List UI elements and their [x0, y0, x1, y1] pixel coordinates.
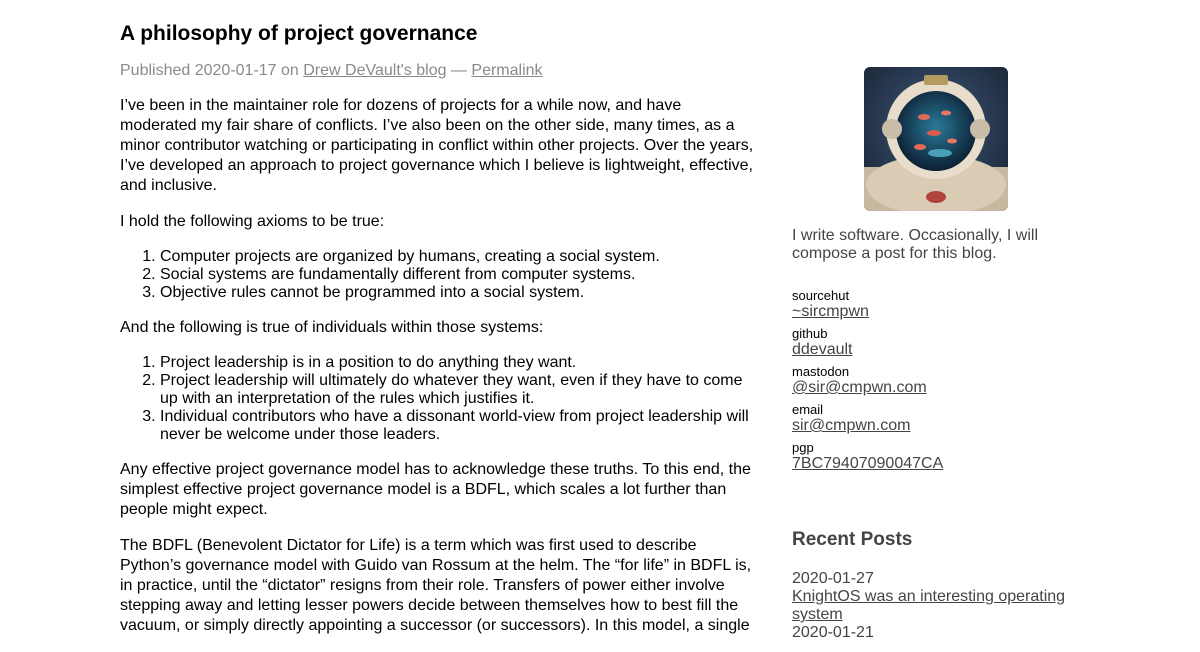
recent-posts-heading: Recent Posts — [792, 529, 913, 550]
github-link[interactable]: ddevault — [792, 341, 853, 358]
link-label: mastodon — [792, 364, 850, 379]
email-link[interactable]: sir@cmpwn.com — [792, 417, 911, 434]
pgp-link[interactable]: 7BC79407090047CA — [792, 455, 944, 472]
link-label: github — [792, 326, 828, 341]
post-date: 2020-01-21 — [792, 624, 874, 641]
individuals-list — [120, 354, 760, 444]
list-item: 2. Social systems are fundamentally different from computer systems. — [160, 266, 760, 284]
page-title: A philosophy of project governance — [120, 22, 478, 45]
blog-link[interactable]: Drew DeVault's blog — [303, 62, 447, 79]
sourcehut-link[interactable]: ~sircmpwn — [792, 303, 869, 320]
axioms-list — [120, 248, 760, 302]
astronaut-avatar-icon — [864, 67, 1008, 211]
list-item: 1. Computer projects are organized by humans, creating a social system. — [160, 248, 760, 266]
list-item — [792, 624, 1082, 642]
published-date: Published 2020-01-17 on — [120, 62, 304, 79]
link-github — [792, 327, 943, 359]
link-mastodon — [792, 365, 943, 397]
post-date: 2020-01-27 — [792, 570, 874, 587]
bdfl-definition-paragraph: The BDFL (Benevolent Dictator for Life) is a term which was first used to describe Python’s governance model with Guido van Rossum at the helm. The “for life” in BDFL is, in practice, until the “dictator” resigns from their role. Transfers of power either involve stepping away and letting lesser powers decide between themselves how to best fill the vacuum, or simply directly appointing a successor (or successors). In this model, a single — [120, 537, 752, 634]
link-label: pgp — [792, 440, 814, 455]
recent-posts-list — [792, 570, 1082, 642]
individuals-intro: And the following is true of individuals within those systems: — [120, 319, 544, 336]
link-email — [792, 403, 943, 435]
bio-text: I write software. Occasionally, I will compose a post for this blog. — [792, 227, 1038, 262]
axioms-intro: I hold the following axioms to be true: — [120, 213, 385, 230]
list-item: 3. Individual contributors who have a dissonant world-view from project leadership will never be welcome under those leaders. — [160, 408, 760, 444]
permalink-link[interactable]: Permalink — [471, 62, 543, 79]
list-item: 3. Objective rules cannot be programmed into a social system. — [160, 284, 760, 302]
bdfl-paragraph: Any effective project governance model has to acknowledge these truths. To this end, the simplest effective project governance model is a BDFL, which scales a lot further than people might expect. — [120, 461, 751, 518]
meta-separator: — — [446, 62, 472, 79]
link-label: sourcehut — [792, 288, 850, 303]
recent-post-link[interactable]: KnightOS was an interesting operating system — [792, 588, 1066, 623]
link-sourcehut — [792, 289, 943, 321]
intro-paragraph: I’ve been in the maintainer role for dozens of projects for a while now, and have moderated my fair share of conflicts. I’ve also been on the other side, many times, as a minor contributor watching or participating in conflict within other projects. Over the years, I’ve developed an approach to project governance which I believe is lightweight, effective, and inclusive. — [120, 97, 754, 194]
post-meta — [120, 62, 543, 80]
link-label: email — [792, 402, 824, 417]
list-item: 1. Project leadership is in a position to do anything they want. — [160, 354, 760, 372]
mastodon-link[interactable]: @sir@cmpwn.com — [792, 379, 927, 396]
article-body — [120, 96, 760, 652]
link-pgp — [792, 441, 943, 473]
list-item — [792, 570, 1082, 624]
list-item: 2. Project leadership will ultimately do whatever they want, even if they have to come up with an interpretation of the rules which justifies it. — [160, 372, 760, 408]
contact-links — [792, 289, 943, 479]
